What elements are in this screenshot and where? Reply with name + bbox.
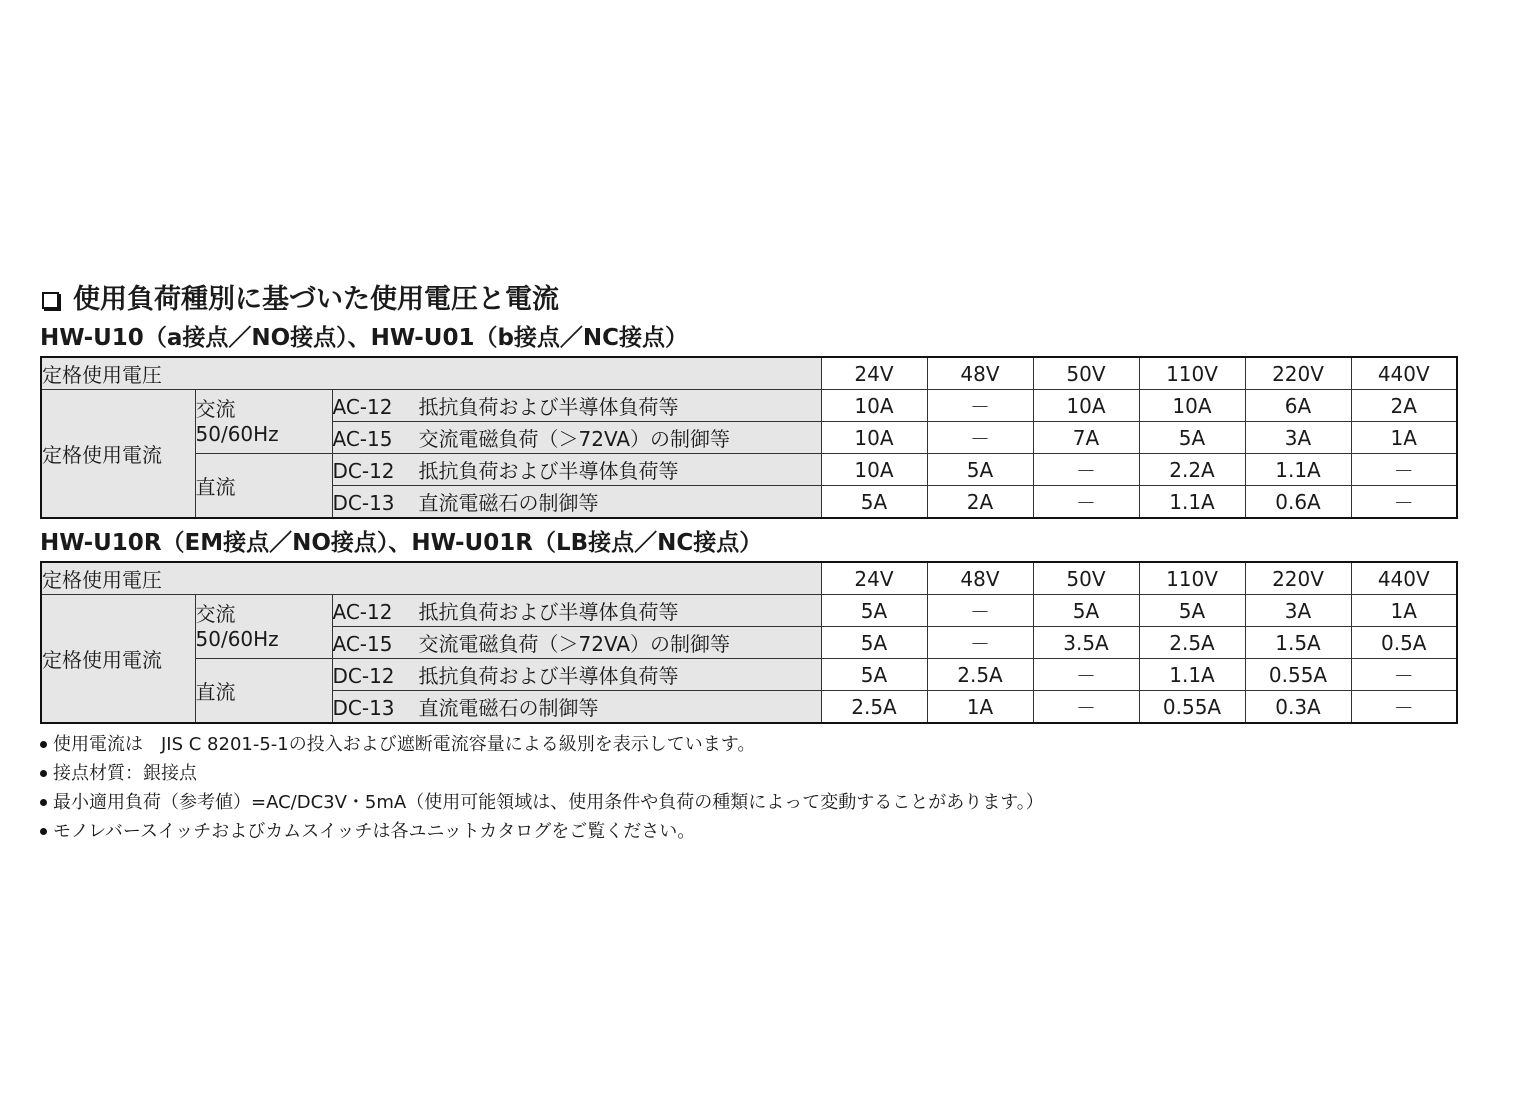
voltage-header-cell: 110V [1139,357,1245,390]
current-value-cell: 3A [1245,422,1351,454]
current-value-cell: 10A [821,390,927,422]
load-type-cell [332,691,821,724]
voltage-header-cell: 110V [1139,562,1245,595]
current-value-cell: 5A [1139,422,1245,454]
current-value-cell: 1.1A [1139,659,1245,691]
current-value-cell: － [1033,486,1139,519]
current-value-cell: 2A [927,486,1033,519]
dc-label: 直流 [195,659,332,724]
rated-current-label: 定格使用電流 [41,390,195,519]
load-type-code: DC-12 [332,459,395,483]
current-value-cell: － [1351,486,1457,519]
load-type-cell [332,422,821,454]
note-text: 最小適用負荷（参考値）=AC/DC3V・5mA（使用可能領域は、使用条件や負荷の種類によって変動することがあります。） [53,792,1044,813]
voltage-header-cell: 220V [1245,357,1351,390]
current-value-cell: 0.5A [1351,627,1457,659]
voltage-header-row [41,357,1457,390]
load-type-code: AC-12 [332,395,393,419]
current-value-cell: － [927,595,1033,627]
table-row [41,659,1457,691]
note-item [40,788,1456,817]
load-type-cell [332,486,821,519]
voltage-header-cell: 48V [927,357,1033,390]
table-row [41,595,1457,627]
note-item [40,817,1456,846]
current-value-cell: 5A [821,595,927,627]
load-type-code: DC-13 [332,696,395,720]
ac-frequency-label: 50/60Hz [195,422,332,454]
checkbox-square-icon [42,292,59,309]
load-type-description: 抵抗負荷および半導体負荷等 [418,395,679,419]
current-value-cell: 2.5A [821,691,927,724]
voltage-header-cell: 440V [1351,562,1457,595]
spec-section [40,280,1456,846]
current-value-cell: 0.6A [1245,486,1351,519]
current-value-cell: 10A [821,454,927,486]
load-type-cell [332,454,821,486]
tables-container [40,320,1456,724]
current-value-cell: － [1351,454,1457,486]
current-value-cell: 2.5A [1139,627,1245,659]
voltage-header-cell: 50V [1033,357,1139,390]
table-row [41,454,1457,486]
ac-label: 交流 [195,390,332,422]
current-value-cell: 5A [927,454,1033,486]
current-value-cell: 5A [821,627,927,659]
current-value-cell: 1A [1351,422,1457,454]
load-type-description: 直流電磁石の制御等 [418,696,599,720]
ac-frequency-label: 50/60Hz [195,627,332,659]
current-value-cell: 5A [821,659,927,691]
load-type-code: AC-12 [332,600,393,624]
current-value-cell: 7A [1033,422,1139,454]
load-type-cell [332,627,821,659]
current-value-cell: 0.55A [1139,691,1245,724]
current-value-cell: 5A [1033,595,1139,627]
current-value-cell: － [1351,659,1457,691]
table-subtitle: HW-U10（a接点／NO接点）、HW-U01（b接点／NC接点） [40,325,689,351]
voltage-header-row [41,562,1457,595]
current-value-cell: 1.1A [1245,454,1351,486]
note-text: 使用電流は JIS C 8201-5-1の投入および遮断電流容量による級別を表示しています。 [53,734,756,755]
table-row [41,390,1457,422]
voltage-header-cell: 440V [1351,357,1457,390]
bullet-icon [40,799,47,806]
current-value-cell: 1.5A [1245,627,1351,659]
current-value-cell: 10A [1033,390,1139,422]
current-value-cell: 1.1A [1139,486,1245,519]
current-value-cell: 10A [1139,390,1245,422]
note-text: 接点材質：銀接点 [53,763,197,784]
current-value-cell: － [1033,659,1139,691]
load-type-description: 抵抗負荷および半導体負荷等 [418,664,679,688]
note-item [40,759,1456,788]
current-value-cell: － [927,627,1033,659]
current-value-cell: － [927,390,1033,422]
load-type-description: 抵抗負荷および半導体負荷等 [418,459,679,483]
load-type-description: 交流電磁負荷（＞72VA）の制御等 [418,632,731,656]
voltage-header-cell: 220V [1245,562,1351,595]
section-heading [40,280,1456,320]
bullet-icon [40,828,47,835]
current-value-cell: 3A [1245,595,1351,627]
current-value-cell: － [1033,691,1139,724]
rated-current-label: 定格使用電流 [41,595,195,724]
rated-voltage-label: 定格使用電圧 [41,562,821,595]
table-row [41,422,1457,454]
current-value-cell: 0.55A [1245,659,1351,691]
note-item [40,730,1456,759]
load-type-code: DC-12 [332,664,395,688]
dc-label: 直流 [195,454,332,519]
ac-label: 交流 [195,595,332,627]
current-value-cell: － [1033,454,1139,486]
rated-current-table [40,356,1458,519]
current-value-cell: － [1351,691,1457,724]
voltage-header-cell: 50V [1033,562,1139,595]
table-subtitle: HW-U10R（EM接点／NO接点）、HW-U01R（LB接点／NC接点） [40,530,763,556]
current-value-cell: 1A [1351,595,1457,627]
voltage-header-cell: 24V [821,357,927,390]
bullet-icon [40,741,47,748]
bullet-icon [40,770,47,777]
load-type-cell [332,659,821,691]
current-value-cell: 10A [821,422,927,454]
current-value-cell: 1A [927,691,1033,724]
table-row [41,627,1457,659]
voltage-header-cell: 24V [821,562,927,595]
load-type-code: AC-15 [332,632,393,656]
load-type-code: DC-13 [332,491,395,515]
current-value-cell: 2.5A [927,659,1033,691]
current-value-cell: 5A [821,486,927,519]
load-type-description: 交流電磁負荷（＞72VA）の制御等 [418,427,731,451]
current-value-cell: 5A [1139,595,1245,627]
rated-current-table [40,561,1458,724]
current-value-cell: 0.3A [1245,691,1351,724]
load-type-cell [332,595,821,627]
current-value-cell: － [927,422,1033,454]
voltage-header-cell: 48V [927,562,1033,595]
current-value-cell: 6A [1245,390,1351,422]
rated-voltage-label: 定格使用電圧 [41,357,821,390]
current-value-cell: 2A [1351,390,1457,422]
load-type-description: 直流電磁石の制御等 [418,491,599,515]
load-type-description: 抵抗負荷および半導体負荷等 [418,600,679,624]
current-value-cell: 3.5A [1033,627,1139,659]
note-text: モノレバースイッチおよびカムスイッチは各ユニットカタログをご覧ください。 [53,821,696,842]
notes-list [40,730,1456,846]
load-type-code: AC-15 [332,427,393,451]
section-title-text: 使用負荷種別に基づいた使用電圧と電流 [73,284,559,315]
current-value-cell: 2.2A [1139,454,1245,486]
load-type-cell [332,390,821,422]
